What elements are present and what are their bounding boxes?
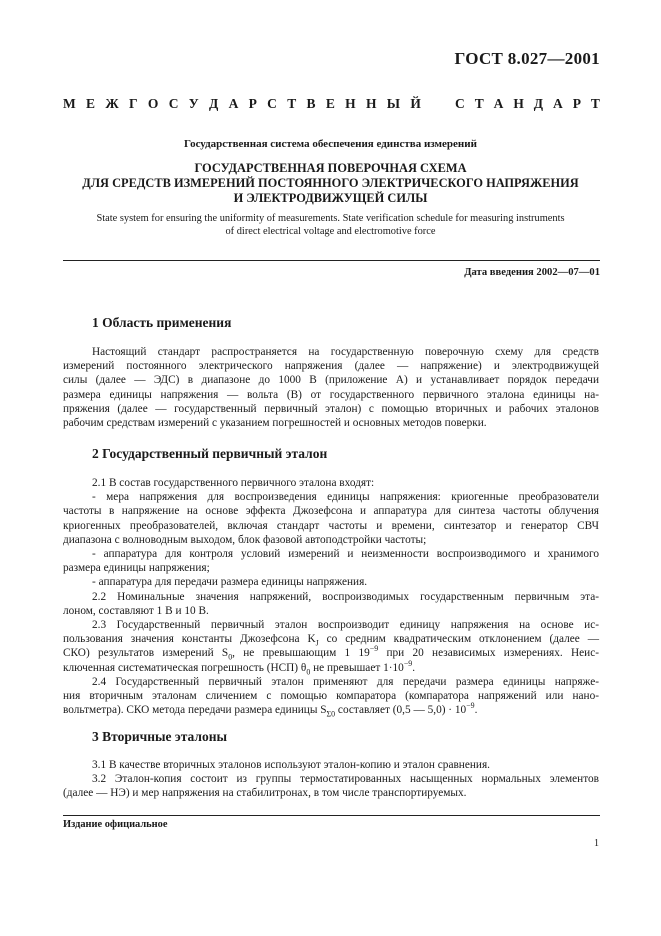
heading-letter: Р: [248, 96, 257, 111]
superscript: −9: [466, 701, 475, 711]
heading-letter: С: [267, 96, 277, 111]
text-line: Настоящий стандарт распространяется на государственную поверочную схему для средств: [92, 346, 599, 358]
english-title: [60, 213, 601, 238]
heading-letter: Т: [590, 96, 600, 111]
section-1-text: [63, 345, 599, 430]
section-2-text: [63, 476, 599, 717]
header-divider: [63, 260, 600, 261]
subscript: Σ0: [326, 709, 336, 719]
text-line: криогенных преобразователей, включая стандарт частоты и времени, синтезатор и генератор СВЧ: [63, 519, 599, 532]
text-line: измерений постоянного электрического напряжения (далее — напряжение) и электродвижущей: [63, 360, 599, 373]
heading-letter: Г: [129, 96, 138, 111]
subscript: J: [315, 638, 319, 648]
text-line: размера единицы напряжения;: [63, 562, 210, 575]
text-line: 2.4 Государственный первичный эталон применяют для передачи размера единицы напряже-: [92, 675, 599, 688]
text-line: силы (далее — ЭДС) в диапазоне до 1000 В (приложение А) и устанавливает порядок передачи: [63, 374, 599, 387]
text-line: пряжения (далее — государственный первичный эталон) с помощью вторичных и рабочих эталонов: [63, 402, 599, 415]
heading-letter: Н: [365, 96, 377, 111]
text-line: ния вторичным эталонам сличением с помощью компаратора (компаратора напряжений или нано-: [63, 690, 599, 703]
document-code: ГОСТ 8.027—2001: [454, 49, 600, 68]
title-line: ДЛЯ СРЕДСТВ ИЗМЕРЕНИЙ ПОСТОЯННОГО ЭЛЕКТРИЧЕСКОГО НАПРЯЖЕНИЯ: [82, 176, 579, 190]
title-line: И ЭЛЕКТРОДВИЖУЩЕЙ СИЛЫ: [233, 191, 428, 205]
subscript: 0: [306, 666, 311, 676]
standard-type-word-1: [63, 96, 421, 112]
heading-letter: А: [493, 96, 504, 111]
heading-letter: Е: [325, 96, 335, 111]
heading-letter: У: [188, 96, 199, 111]
text-fragment: СКО) результатов измерений S: [63, 647, 229, 660]
heading-letter: С: [168, 96, 179, 111]
text-line: - аппаратура для передачи размера единицы напряжения.: [92, 576, 368, 589]
heading-letter: Н: [513, 96, 524, 111]
heading-letter: Ж: [105, 96, 119, 111]
edition-note: Издание официальное: [63, 819, 168, 830]
standard-type-word-2: [455, 96, 600, 112]
section-heading-2: 2 Государственный первичный эталон: [92, 446, 328, 461]
text-line: диапазона с волноводным выходом, блок фазовой автоподстройки частоты;: [63, 533, 427, 546]
text-line: - аппаратура для контроля условий измерений и неизменности воспроизводимого и хранимого: [92, 548, 599, 561]
english-title-line: of direct electrical voltage and electromotive force: [225, 225, 436, 237]
text-fragment: .: [412, 661, 416, 674]
text-fragment: ключенная систематическая погрешность (НСП) θ: [63, 661, 307, 674]
text-fragment: .: [474, 704, 478, 717]
title-line: ГОСУДАРСТВЕННАЯ ПОВЕРОЧНАЯ СХЕМА: [194, 161, 467, 175]
section-heading-1: 1 Область применения: [92, 315, 232, 330]
text-fragment: , не превышающим 1 19: [232, 647, 370, 660]
heading-letter: Т: [287, 96, 297, 111]
heading-letter: А: [228, 96, 239, 111]
heading-letter: Н: [345, 96, 356, 111]
text-fragment: составляет (0,5 — 5,0) · 10: [335, 704, 467, 717]
text-line: [63, 703, 599, 717]
text-line: 2.2 Номинальные значения напряжений, воспроизводимых государственным первичным эта-: [92, 590, 599, 603]
system-name: Государственная система обеспечения единства измерений: [184, 138, 477, 150]
text-fragment: при 20 независимых измерениях. Неис-: [378, 647, 599, 660]
superscript: −9: [403, 658, 413, 668]
heading-letter: О: [147, 96, 159, 111]
section-3-text: [63, 758, 599, 801]
heading-letter: Д: [533, 96, 544, 111]
text-fragment: со средним квадратическим отклонением (далее —: [326, 633, 600, 646]
footer-divider: [63, 815, 600, 816]
heading-letter: Е: [86, 96, 96, 111]
subscript: 0: [228, 652, 233, 662]
heading-letter: В: [306, 96, 316, 111]
text-line: 3.1 В качестве вторичных эталонов используют эталон-копию и эталон сравнения.: [92, 759, 490, 771]
text-fragment: не превышает 1·10: [310, 661, 404, 674]
text-line: [63, 632, 599, 646]
heading-letter: Д: [208, 96, 219, 111]
text-line: 3.2 Эталон-копия состоит из группы термостатированных насыщенных нормальных элементов: [92, 773, 599, 786]
text-line: [63, 646, 599, 660]
text-line: [63, 658, 599, 676]
heading-letter: А: [553, 96, 563, 111]
text-fragment: вольтметра). СКО метода передачи размера единицы S: [63, 704, 327, 717]
text-line: лоном, составляют 1 В и 10 В.: [63, 604, 209, 617]
text-line: (далее — НЭ) и мер напряжения на стабилитронах, в том числе транспортируемых.: [63, 787, 467, 800]
page-number: 1: [594, 838, 599, 849]
heading-letter: Й: [410, 96, 421, 111]
heading-letter: С: [455, 96, 465, 111]
heading-letter: Ы: [386, 96, 401, 111]
heading-letter: Р: [572, 96, 581, 111]
heading-letter: Т: [474, 96, 484, 111]
text-fragment: пользования значения константы Джозефсона K: [63, 633, 316, 646]
text-line: размера единицы напряжения — вольта (В) от государственного первичного эталона единицы на-: [63, 388, 599, 401]
superscript: −9: [369, 644, 379, 654]
text-line: - мера напряжения для воспроизведения единицы напряжения: криогенные преобразователи: [92, 491, 599, 504]
section-heading-3: 3 Вторичные эталоны: [92, 729, 228, 744]
english-title-line: State system for ensuring the uniformity of measurements. State verification schedule for measuring instruments: [96, 213, 565, 224]
heading-letter: М: [63, 96, 76, 111]
document-title: [60, 161, 601, 206]
text-line: 2.1 В состав государственного первичного эталона входят:: [92, 477, 375, 489]
intro-date: Дата введения 2002—07—01: [464, 267, 600, 278]
text-line: рабочим средствам измерений с указанием погрешностей и основных методов поверки.: [63, 417, 487, 430]
text-line: частоты в напряжение на основе эффекта Джозефсона и аппаратура для синтеза частоты облучения: [63, 505, 599, 518]
text-line: 2.3 Государственный первичный эталон воспроизводит единицу напряжения на основе ис-: [92, 619, 599, 632]
standard-type-line: [63, 96, 600, 112]
